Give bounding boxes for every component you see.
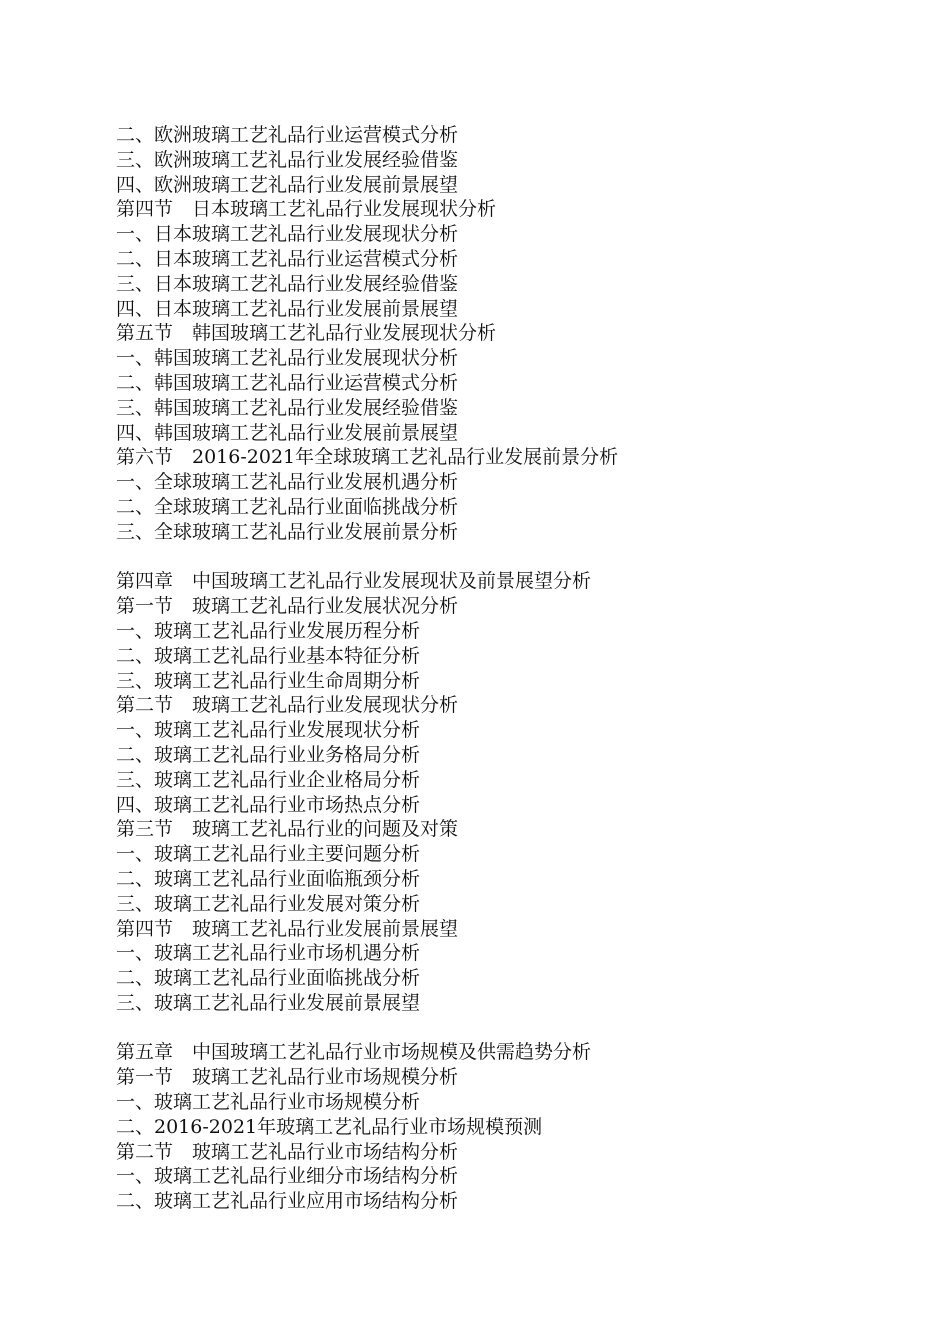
toc-line: 一、玻璃工艺礼品行业主要问题分析 <box>116 843 421 866</box>
toc-line: 二、玻璃工艺礼品行业面临挑战分析 <box>116 967 421 990</box>
section-gap <box>116 545 916 570</box>
toc-chapter-5 <box>116 1040 916 1214</box>
toc-page <box>116 123 916 1214</box>
toc-line: 二、2016-2021年玻璃工艺礼品行业市场规模预测 <box>116 1115 543 1138</box>
toc-line: 二、全球玻璃工艺礼品行业面临挑战分析 <box>116 495 459 518</box>
toc-section-heading: 第六节 2016-2021年全球玻璃工艺礼品行业发展前景分析 <box>116 446 619 469</box>
toc-section-heading: 第二节 玻璃工艺礼品行业发展现状分析 <box>116 694 459 717</box>
toc-chapter-4 <box>116 569 916 1015</box>
toc-line: 二、玻璃工艺礼品行业应用市场结构分析 <box>116 1190 459 1213</box>
toc-section-heading: 第三节 玻璃工艺礼品行业的问题及对策 <box>116 818 459 841</box>
section-gap <box>116 1016 916 1041</box>
toc-section-1 <box>116 123 916 545</box>
toc-line: 二、玻璃工艺礼品行业基本特征分析 <box>116 644 421 667</box>
toc-line: 一、玻璃工艺礼品行业市场机遇分析 <box>116 942 421 965</box>
toc-line: 四、韩国玻璃工艺礼品行业发展前景展望 <box>116 421 459 444</box>
toc-section-heading: 第四节 玻璃工艺礼品行业发展前景展望 <box>116 917 459 940</box>
toc-line: 一、玻璃工艺礼品行业市场规模分析 <box>116 1091 421 1114</box>
toc-chapter-heading: 第五章 中国玻璃工艺礼品行业市场规模及供需趋势分析 <box>116 1041 592 1064</box>
toc-line: 一、韩国玻璃工艺礼品行业发展现状分析 <box>116 347 459 370</box>
toc-section-heading: 第一节 玻璃工艺礼品行业市场规模分析 <box>116 1066 459 1089</box>
toc-chapter-heading: 第四章 中国玻璃工艺礼品行业发展现状及前景展望分析 <box>116 570 592 593</box>
toc-line: 一、玻璃工艺礼品行业发展现状分析 <box>116 719 421 742</box>
toc-line: 三、玻璃工艺礼品行业企业格局分析 <box>116 768 421 791</box>
toc-line: 二、韩国玻璃工艺礼品行业运营模式分析 <box>116 371 459 394</box>
toc-line: 二、欧洲玻璃工艺礼品行业运营模式分析 <box>116 124 459 146</box>
toc-line: 四、玻璃工艺礼品行业市场热点分析 <box>116 793 421 816</box>
toc-line: 三、玻璃工艺礼品行业发展前景展望 <box>116 991 421 1014</box>
toc-line: 一、玻璃工艺礼品行业发展历程分析 <box>116 619 421 642</box>
toc-section-heading: 第二节 玻璃工艺礼品行业市场结构分析 <box>116 1140 459 1163</box>
toc-line: 三、全球玻璃工艺礼品行业发展前景分析 <box>116 520 459 543</box>
toc-line: 三、玻璃工艺礼品行业生命周期分析 <box>116 669 421 692</box>
toc-line: 四、欧洲玻璃工艺礼品行业发展前景展望 <box>116 173 459 196</box>
toc-line: 三、玻璃工艺礼品行业发展对策分析 <box>116 892 421 915</box>
toc-section-heading: 第一节 玻璃工艺礼品行业发展状况分析 <box>116 595 459 618</box>
toc-line: 三、韩国玻璃工艺礼品行业发展经验借鉴 <box>116 396 459 419</box>
toc-line: 三、欧洲玻璃工艺礼品行业发展经验借鉴 <box>116 148 459 171</box>
toc-line: 二、玻璃工艺礼品行业业务格局分析 <box>116 743 421 766</box>
toc-line: 一、日本玻璃工艺礼品行业发展现状分析 <box>116 223 459 246</box>
toc-line: 一、全球玻璃工艺礼品行业发展机遇分析 <box>116 471 459 494</box>
toc-line: 一、玻璃工艺礼品行业细分市场结构分析 <box>116 1165 459 1188</box>
toc-line: 二、日本玻璃工艺礼品行业运营模式分析 <box>116 247 459 270</box>
toc-section-heading: 第五节 韩国玻璃工艺礼品行业发展现状分析 <box>116 322 497 345</box>
toc-section-heading: 第四节 日本玻璃工艺礼品行业发展现状分析 <box>116 198 497 221</box>
toc-line: 二、玻璃工艺礼品行业面临瓶颈分析 <box>116 867 421 890</box>
toc-line: 三、日本玻璃工艺礼品行业发展经验借鉴 <box>116 272 459 295</box>
toc-line: 四、日本玻璃工艺礼品行业发展前景展望 <box>116 297 459 320</box>
